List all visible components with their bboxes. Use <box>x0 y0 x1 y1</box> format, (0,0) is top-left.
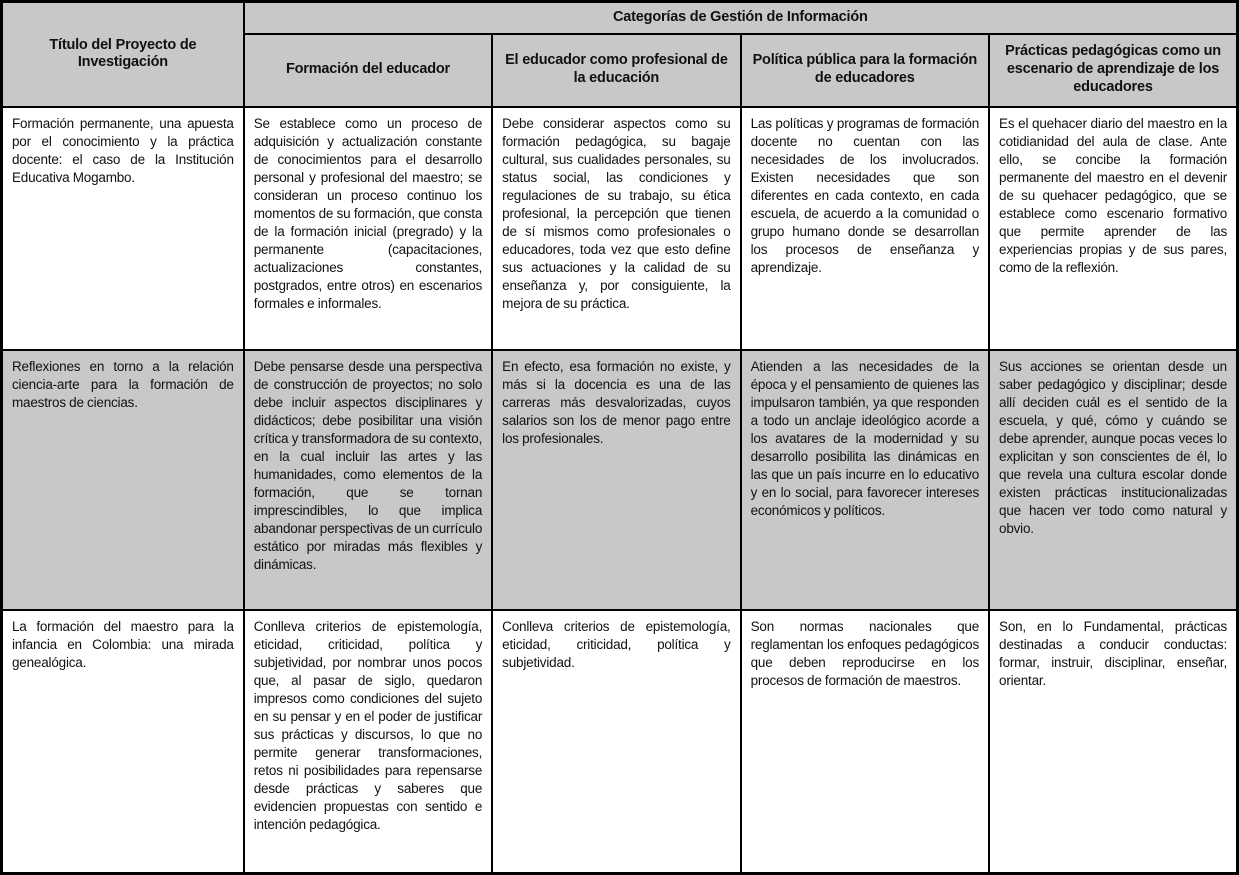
project-title-cell: La formación del maestro para la infancia en Colombia: una mirada genealógica. <box>2 610 244 873</box>
table-cell: Conlleva criterios de epistemología, eticidad, criticidad, política y subjetividad, por nombrar unos pocos que, al pasar de siglo, quedaron impresos como condiciones del sujeto en su pensar y en el poder de justificar sus prácticas y discursos, lo que no permite generar transformaciones, retos ni posibilidades para repensarse desde prácticas y saberes que evidencien propuestas con sentido e intención pedagógica. <box>244 610 492 873</box>
table-cell: Es el quehacer diario del maestro en la cotidianidad del aula de clase. Ante ello, se concibe la formación permanente del maestro en el devenir de su quehacer pedagógico, que se establece como escenario formativo que permite aprender de las experiencias propias y de sus pares, como de la reflexión. <box>989 107 1237 350</box>
category-header-formacion-educador: Formación del educador <box>244 34 492 107</box>
table-cell: Se establece como un proceso de adquisición y actualización constante de conocimientos para el desarrollo personal y profesional del maestro; se consideran un proceso continuo los momentos de su formación, que consta de la formación inicial (pregrado) y la permanente (capacitaciones, actualizaciones constantes, postgrados, entre otros) en escenarios formales e informales. <box>244 107 492 350</box>
categories-group-header: Categorías de Gestión de Información <box>244 2 1238 34</box>
table-body <box>2 107 1238 874</box>
category-header-politica-publica: Política pública para la formación de educadores <box>741 34 989 107</box>
table-row <box>2 350 1238 610</box>
table-cell: Atienden a las necesidades de la época y el pensamiento de quienes las impulsaron también, ya que responden a todo un anclaje ideológico acorde a los avatares de la modernidad y su desarrollo posibilita las dinámicas en las que un país incurre en lo educativo y en lo social, para favorecer intereses económicos y políticos. <box>741 350 989 610</box>
table-cell: Conlleva criterios de epistemología, eticidad, criticidad, política y subjetividad. <box>492 610 740 873</box>
table-row <box>2 610 1238 873</box>
project-title-column-header: Título del Proyecto de Investigación <box>2 2 244 107</box>
table-cell: Debe considerar aspectos como su formación pedagógica, su bagaje cultural, sus cualidades personales, su status social, las condiciones y regulaciones de su trabajo, su ética profesional, la percepción que tienen de sí mismos como profesionales o educadores, toda vez que esto define sus actuaciones y la calidad de su enseñanza y, por consiguiente, la mejora de su práctica. <box>492 107 740 350</box>
table-row <box>2 107 1238 350</box>
project-title-cell: Reflexiones en torno a la relación ciencia-arte para la formación de maestros de ciencias. <box>2 350 244 610</box>
table-cell: Debe pensarse desde una perspectiva de construcción de proyectos; no solo debe incluir aspectos disciplinares y didácticos; debe posibilitar una visión crítica y transformadora de su contexto, en la cual incluir las artes y las humanidades, como elementos de la formación, que se tornan imprescindibles, lo que implica abandonar perspectivas de un currículo estático por miradas más flexibles y dinámicas. <box>244 350 492 610</box>
table-cell: Son, en lo Fundamental, prácticas destinadas a conducir conductas: formar, instruir, disciplinar, enseñar, orientar. <box>989 610 1237 873</box>
category-header-practicas-pedagogicas: Prácticas pedagógicas como un escenario de aprendizaje de los educadores <box>989 34 1237 107</box>
table-cell: Las políticas y programas de formación docente no cuentan con las necesidades de los involucrados. Existen necesidades que son diferentes en cada contexto, en cada escuela, de acuerdo a la comunidad o grupo humano donde se desarrollan los procesos de enseñanza y aprendizaje. <box>741 107 989 350</box>
table-cell: Sus acciones se orientan desde un saber pedagógico y disciplinar; desde allí deciden cuál es el sentido de la escuela, y qué, cómo y cuándo se debe aprender, aunque pocas veces lo explicitan y son conscientes de él, lo que revela una cultura escolar donde existen prácticas institucionalizadas que hacen ver todo como natural y obvio. <box>989 350 1237 610</box>
table-cell: En efecto, esa formación no existe, y más si la docencia es una de las carreras más desvalorizadas, cuyos salarios son los de menor pago entre los profesionales. <box>492 350 740 610</box>
header-group-row <box>2 2 1238 34</box>
table-cell: Son normas nacionales que reglamentan los enfoques pedagógicos que deben reproducirse en los procesos de formación de maestros. <box>741 610 989 873</box>
table-header <box>2 2 1238 107</box>
project-title-cell: Formación permanente, una apuesta por el conocimiento y la práctica docente: el caso de la Institución Educativa Mogambo. <box>2 107 244 350</box>
category-header-educador-profesional: El educador como profesional de la educación <box>492 34 740 107</box>
